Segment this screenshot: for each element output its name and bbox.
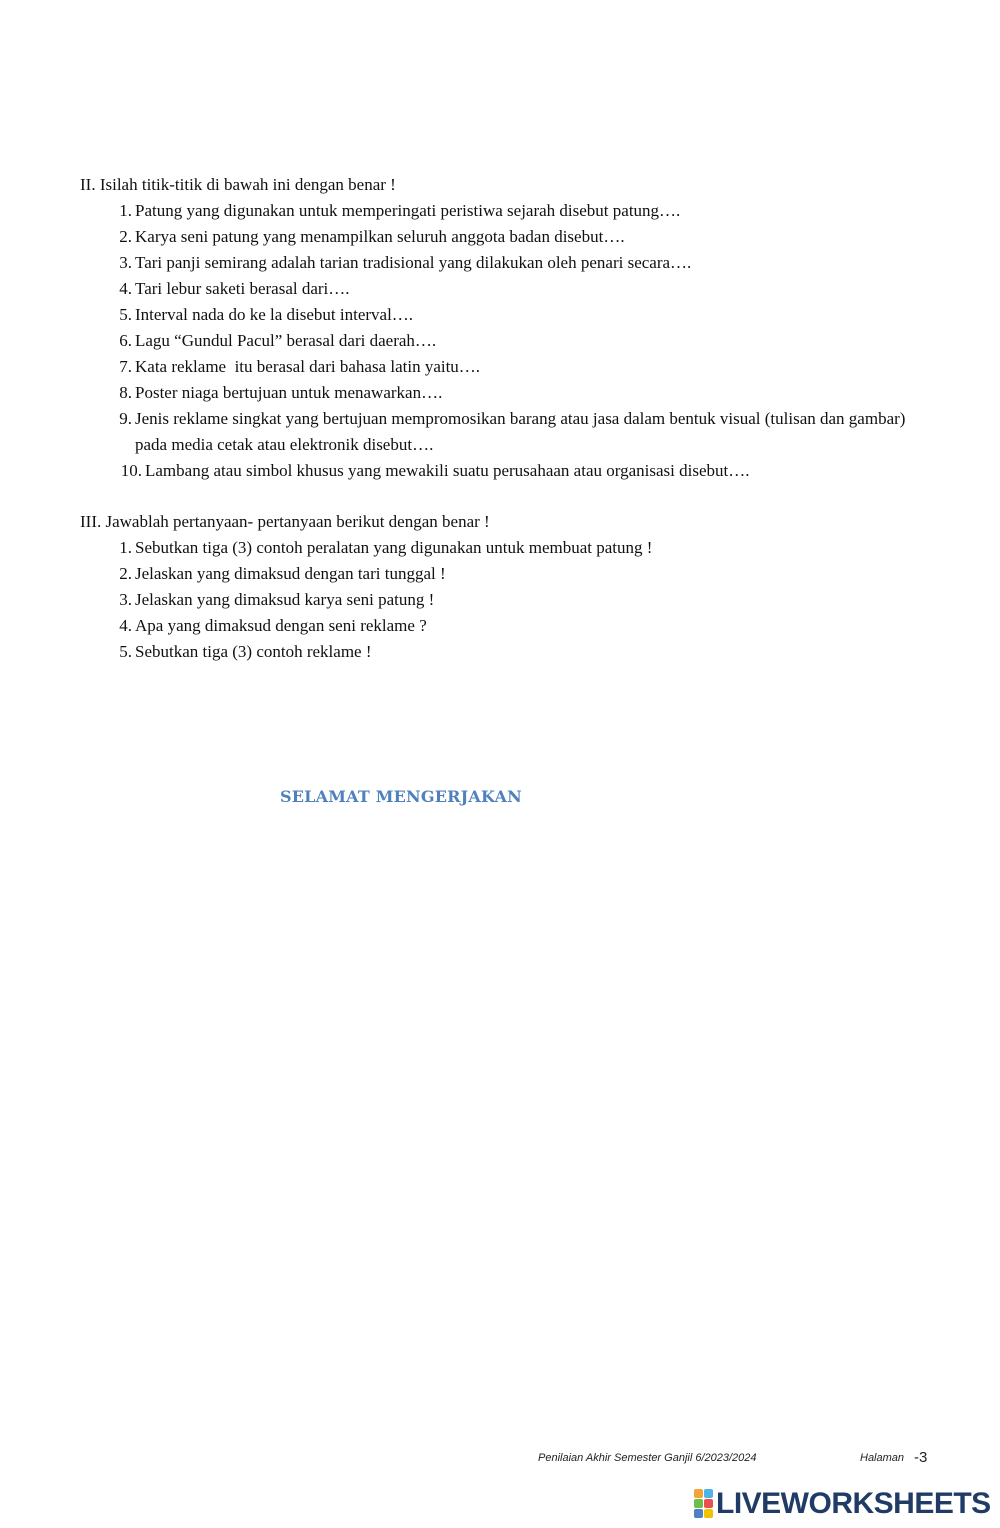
question-text: Apa yang dimaksud dengan seni reklame ?	[135, 616, 427, 635]
closing-message: SELAMAT MENGERJAKAN	[280, 787, 522, 806]
question-number: 9.	[119, 409, 132, 428]
question-text: Patung yang digunakan untuk memperingati peristiwa sejarah disebut patung….	[135, 201, 681, 220]
question-item	[80, 250, 940, 276]
question-item	[80, 198, 940, 224]
question-item	[80, 639, 940, 665]
page-number: -3	[914, 1449, 928, 1466]
question-text: Jelaskan yang dimaksud karya seni patung !	[135, 590, 435, 609]
question-item	[80, 354, 940, 380]
question-number: 8.	[119, 383, 132, 402]
question-text: Sebutkan tiga (3) contoh reklame !	[135, 642, 372, 661]
section-title: II. Isilah titik-titik di bawah ini dengan benar !	[80, 175, 396, 194]
question-text: Interval nada do ke la disebut interval….	[135, 305, 414, 324]
question-list	[80, 198, 940, 484]
question-text: Karya seni patung yang menampilkan seluruh anggota badan disebut….	[135, 227, 625, 246]
question-text: Sebutkan tiga (3) contoh peralatan yang digunakan untuk membuat patung !	[135, 538, 653, 557]
question-text: Kata reklame itu berasal dari bahasa latin yaitu….	[135, 357, 481, 376]
question-number: 5.	[119, 305, 132, 324]
question-item	[80, 535, 940, 561]
question-text: Tari lebur saketi berasal dari….	[135, 279, 350, 298]
question-text: Lambang atau simbol khusus yang mewakili suatu perusahaan atau organisasi disebut….	[145, 461, 750, 480]
question-number: 4.	[119, 279, 132, 298]
page-footer	[538, 1449, 938, 1466]
section-title: III. Jawablah pertanyaan- pertanyaan berikut dengan benar !	[80, 512, 490, 531]
question-number: 3.	[119, 253, 132, 272]
liveworksheets-brand[interactable]	[694, 1487, 991, 1521]
question-item	[80, 328, 940, 354]
section-fill-in-blanks	[80, 172, 940, 484]
question-item	[80, 561, 940, 587]
question-item	[80, 380, 940, 406]
question-item	[80, 587, 940, 613]
exam-title: Penilaian Akhir Semester Ganjil 6/2023/2024	[538, 1452, 757, 1464]
question-text: Tari panji semirang adalah tarian tradisional yang dilakukan oleh penari secara….	[135, 253, 692, 272]
question-item	[80, 302, 940, 328]
question-number: 1.	[119, 538, 132, 557]
page-label: Halaman	[860, 1452, 905, 1464]
question-number: 4.	[119, 616, 132, 635]
question-number: 5.	[119, 642, 132, 661]
question-item	[80, 224, 940, 250]
question-item	[80, 613, 940, 639]
question-text: Lagu “Gundul Pacul” berasal dari daerah….	[135, 331, 437, 350]
question-number: 1.	[119, 201, 132, 220]
question-number: 2.	[119, 227, 132, 246]
question-item	[80, 276, 940, 302]
brand-name: LIVEWORKSHEETS	[716, 1487, 991, 1520]
question-number: 6.	[119, 331, 132, 350]
question-number: 10.	[120, 461, 142, 480]
question-text: Jenis reklame singkat yang bertujuan mempromosikan barang atau jasa dalam bentuk visual (tulisan dan gambar) pada media cetak atau elektronik disebut….	[135, 409, 906, 454]
question-number: 2.	[119, 564, 132, 583]
question-item	[80, 406, 940, 458]
liveworksheets-logo-icon	[694, 1489, 714, 1519]
question-number: 3.	[119, 590, 132, 609]
question-item	[80, 458, 940, 484]
question-number: 7.	[119, 357, 132, 376]
section-essay	[80, 509, 940, 665]
question-text: Jelaskan yang dimaksud dengan tari tunggal !	[135, 564, 446, 583]
question-list	[80, 535, 940, 665]
question-text: Poster niaga bertujuan untuk menawarkan….	[135, 383, 443, 402]
